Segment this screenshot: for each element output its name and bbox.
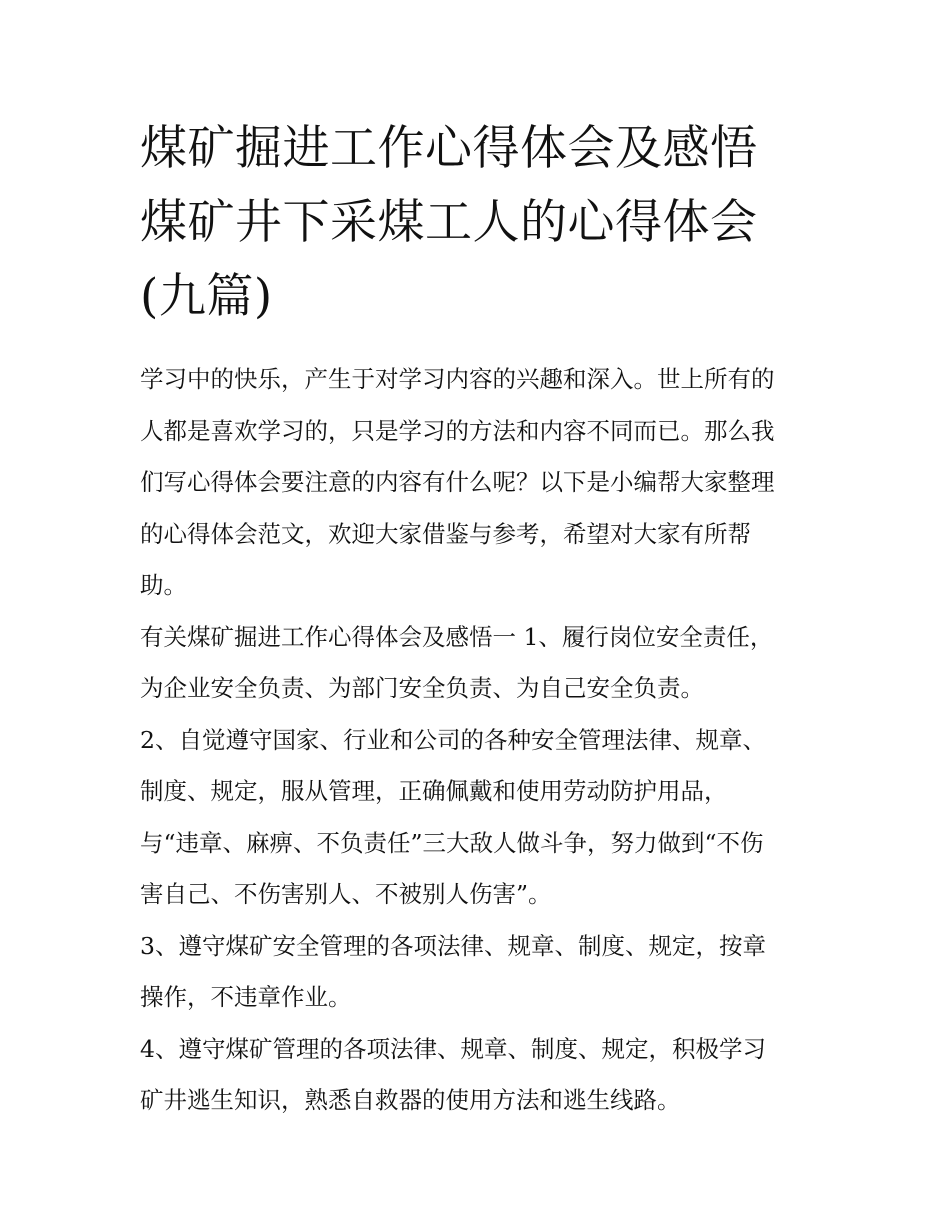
text-line: 助。 bbox=[140, 571, 187, 599]
text-line: 为企业安全负责、为部门安全负责、为自己安全负责。 bbox=[140, 674, 704, 702]
point-1-paragraph bbox=[140, 612, 830, 715]
text-line: 2、自觉遵守国家、行业和公司的各种安全管理法律、规章、 bbox=[140, 725, 766, 754]
title-line-3: (九篇) bbox=[140, 269, 273, 324]
text-line: 的心得体会范文，欢迎大家借鉴与参考，希望对大家有所帮 bbox=[140, 519, 751, 548]
text-line: 害自己、不伤害别人、不被别人伤害”。 bbox=[140, 880, 552, 908]
point-4-paragraph bbox=[140, 1024, 830, 1127]
text-line: 与“违章、麻痹、不负责任”三大敌人做斗争，努力做到“不伤 bbox=[140, 828, 764, 857]
text-line: 3、遵守煤矿安全管理的各项法律、规章、制度、规定，按章 bbox=[140, 931, 766, 960]
title-line-1: 煤矿掘进工作心得体会及感悟 bbox=[140, 121, 758, 176]
title-line-2: 煤矿井下采煤工人的心得体会 bbox=[140, 195, 758, 250]
text-line: 4、遵守煤矿管理的各项法律、规章、制度、规定，积极学习 bbox=[140, 1034, 766, 1063]
text-line: 学习中的快乐，产生于对学习内容的兴趣和深入。世上所有的 bbox=[140, 365, 775, 393]
point-2-paragraph bbox=[140, 715, 830, 921]
text-line: 人都是喜欢学习的，只是学习的方法和内容不同而已。那么我 bbox=[140, 416, 775, 445]
text-line: 操作，不违章作业。 bbox=[140, 983, 352, 1011]
text-line: 们写心得体会要注意的内容有什么呢？以下是小编帮大家整理 bbox=[140, 468, 775, 496]
document-body bbox=[140, 354, 830, 1127]
document-title bbox=[140, 112, 820, 334]
text-line: 有关煤矿掘进工作心得体会及感悟一 1、履行岗位安全责任， bbox=[140, 622, 774, 651]
point-3-paragraph bbox=[140, 921, 830, 1024]
text-line: 制度、规定，服从管理，正确佩戴和使用劳动防护用品， bbox=[140, 777, 728, 805]
intro-paragraph bbox=[140, 354, 830, 612]
text-line: 矿井逃生知识，熟悉自救器的使用方法和逃生线路。 bbox=[140, 1086, 681, 1114]
